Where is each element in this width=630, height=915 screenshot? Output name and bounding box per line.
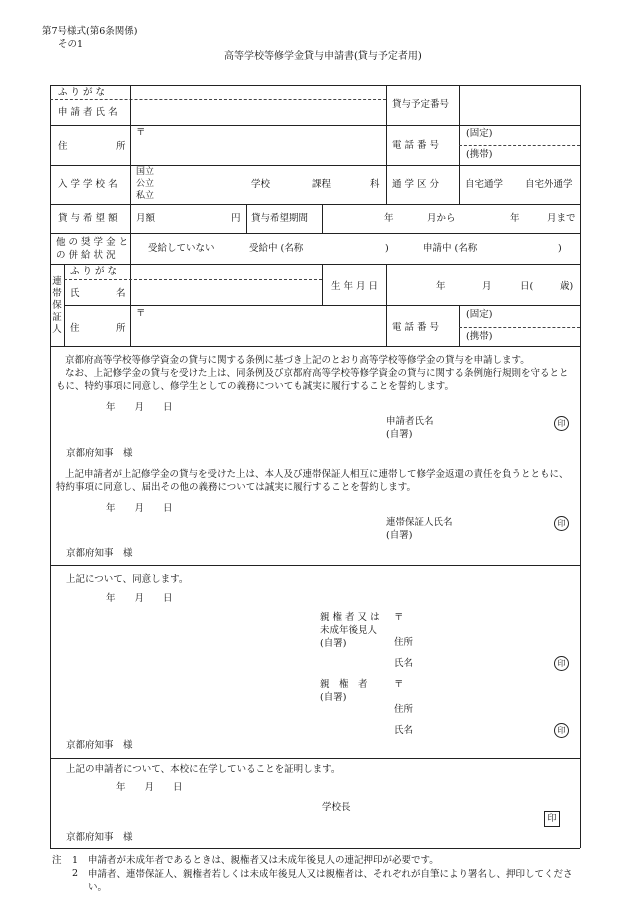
guarantor-birth-label: 生 年 月 日 [331, 281, 379, 292]
form-title: 高等学校等修学金貸与申請書(貸与予定者用) [224, 51, 422, 62]
school-type-public[interactable]: 公立 [136, 179, 155, 189]
loan-from-month: 月から [427, 213, 456, 224]
guarantor-address-input[interactable] [132, 320, 384, 344]
guarantee-addressee: 京都府知事 様 [66, 548, 133, 559]
consent-guardian2-postal: 〒 [394, 679, 404, 690]
school-label: 入 学 学 校 名 [58, 179, 118, 190]
other-paren-2: ) [558, 243, 562, 254]
col-line [322, 204, 323, 233]
guarantor-address-label-2: 所 [116, 323, 126, 334]
applicant-postal-mark: 〒 [136, 127, 146, 138]
school-gakko: 学校 [251, 179, 271, 190]
note-2: 申請者、連帯保証人、親権者若しくは未成年後見人又は親権者は、それぞれが自筆により署名し、押印してください。 [88, 869, 573, 893]
consent-guardian1-label-2: 未成年後見人 [320, 625, 378, 636]
note-1: 申請者が未成年者であるときは、親権者又は未成年後見人の連記押印が必要です。 [88, 855, 439, 866]
col-line [246, 204, 247, 233]
consent-guardian2-name-label: 氏名 [394, 725, 414, 736]
school-seal-mark: 印 [544, 811, 560, 827]
guarantor-birth-month: 月 [482, 281, 492, 292]
consent-guardian1-postal: 〒 [394, 612, 404, 623]
guarantor-name-label: 氏 [70, 288, 80, 299]
consent-paragraph: 上記について、同意します。 [66, 574, 189, 585]
loan-number-label: 貸与予定番号 [392, 99, 450, 110]
other-scholarship-label-2: の 併 給 状 況 [56, 250, 116, 261]
declaration-self-sign: (自署) [386, 429, 413, 440]
declaration-paragraph-1: 京都府高等学校等修学資金の貸与に関する条例に基づき上記のとおり高等学校等修学金の貸与を申請します。 [65, 355, 530, 366]
row-line [50, 346, 580, 347]
consent-guardian2-seal-mark: 印 [554, 723, 569, 738]
guarantor-birth-year: 年 [436, 281, 446, 292]
guarantor-birth-day: 日( [520, 281, 534, 292]
school-type-national[interactable]: 国立 [136, 167, 155, 177]
loan-yen: 円 [231, 213, 241, 224]
guarantee-paragraph: 上記申請者が上記修学金の貸与を受けた上は、本人及び連帯保証人相互に連帯して修学金返還の責任を負うとともに、特約事項に同意し、届出その他の義務については誠実に履行することを誓約します。 [56, 469, 569, 493]
consent-guardian1-self-sign: (自署) [320, 638, 347, 649]
commute-home-option[interactable]: 自宅通学 [465, 179, 504, 190]
phone-divider [459, 145, 580, 146]
consent-guardian2-label: 親 権 者 [320, 679, 368, 690]
guarantee-self-sign: (自署) [386, 530, 413, 541]
guarantor-age: 歳) [560, 281, 574, 292]
other-scholarship-label-1: 他 の 奨 学 金 と [56, 237, 129, 248]
col-line [386, 85, 387, 204]
guarantor-postal-mark: 〒 [136, 308, 146, 319]
other-paren-1: ) [385, 243, 389, 254]
loan-period-label: 貸与希望期間 [251, 213, 309, 224]
col-line [64, 264, 65, 346]
applicant-phone-label: 電 話 番 号 [392, 140, 440, 151]
guarantee-signer-label: 連帯保証人氏名 [386, 517, 453, 528]
applicant-name-input[interactable] [132, 101, 384, 124]
frame-bottom [50, 848, 580, 849]
declaration-seal-mark: 印 [554, 416, 569, 431]
guarantor-phone-label: 電 話 番 号 [392, 322, 440, 333]
consent-guardian2-address-label: 住所 [394, 704, 414, 715]
row-line [50, 565, 580, 566]
phone-divider [459, 327, 580, 328]
furigana-divider [64, 279, 322, 280]
consent-guardian1-label-1: 親 権 者 又 は [320, 612, 380, 623]
loan-from-year: 年 [384, 213, 394, 224]
loan-amount-input[interactable] [160, 206, 228, 232]
applicant-address-input[interactable] [132, 140, 384, 164]
row-line [64, 305, 580, 306]
frame-left [50, 85, 51, 848]
guarantor-address-label: 住 [70, 323, 80, 334]
consent-addressee: 京都府知事 様 [66, 740, 133, 751]
label-col-line [130, 264, 131, 346]
guarantor-side-label: 連帯保証人 [52, 276, 62, 335]
loan-to-year: 年 [510, 213, 520, 224]
commute-away-option[interactable]: 自宅外通学 [525, 179, 573, 190]
note-1-number: 1 [72, 855, 79, 866]
loan-monthly-label: 月額 [136, 213, 156, 224]
guarantor-furigana-label: ふ り が な [70, 266, 118, 277]
school-type-private[interactable]: 私立 [136, 191, 155, 201]
applicant-phone-fixed-label: (固定) [466, 128, 493, 139]
guarantor-name-input[interactable] [132, 281, 320, 304]
consent-guardian1-address-label: 住所 [394, 637, 414, 648]
applicant-address-label: 住 [58, 141, 68, 152]
guarantee-seal-mark: 印 [554, 516, 569, 531]
notes-label: 注 [52, 855, 62, 866]
declaration-addressee: 京都府知事 様 [66, 448, 133, 459]
form-number: 第7号様式(第6条関係) [42, 26, 138, 37]
declaration-signer-label: 申請者氏名 [386, 416, 434, 427]
other-not-receiving[interactable]: 受給していない [148, 243, 215, 254]
consent-guardian2-self-sign: (自署) [320, 692, 347, 703]
col-line [459, 305, 460, 346]
other-receiving[interactable]: 受給中 (名称 [249, 243, 304, 254]
note-2-number: 2 [72, 868, 79, 879]
applicant-furigana-label: ふ り が な [58, 87, 106, 98]
loan-to-month: 月まで [547, 213, 576, 224]
consent-date[interactable]: 年 月 日 [106, 593, 173, 604]
other-applying[interactable]: 申請中 (名称 [423, 243, 478, 254]
school-cert-date[interactable]: 年 月 日 [116, 782, 183, 793]
label-col-line [130, 85, 131, 264]
loan-number-input[interactable] [461, 86, 579, 124]
col-line [386, 264, 387, 346]
guarantee-date[interactable]: 年 月 日 [106, 503, 173, 514]
row-line [50, 758, 580, 759]
applicant-name-label: 申 請 者 氏 名 [58, 107, 118, 118]
applicant-furigana-input[interactable] [132, 86, 384, 98]
applicant-address-label-2: 所 [116, 141, 126, 152]
guarantor-name-label-2: 名 [116, 288, 126, 299]
school-ka: 科 [370, 179, 380, 190]
applicant-phone-mobile-label: (携帯) [466, 149, 493, 160]
commute-label: 通 学 区 分 [392, 179, 440, 190]
school-cert-addressee: 京都府知事 様 [66, 832, 133, 843]
guarantor-phone-fixed-label: (固定) [466, 309, 493, 320]
form-sub-number: その1 [58, 39, 84, 50]
furigana-divider [50, 99, 386, 100]
school-katei: 課程 [312, 179, 332, 190]
guarantor-phone-mobile-label: (携帯) [466, 331, 493, 342]
frame-right [580, 85, 581, 848]
consent-guardian1-name-label: 氏名 [394, 658, 414, 669]
declaration-paragraph-2: なお、上記修学金の貸与を受けた上は、同条例及び京都府高等学校等修学資金の貸与に関する条例施行規則を守るとともに、特約事項に同意し、修学生としての義務についても誠実に履行することを誓約します。 [56, 368, 569, 392]
declaration-date[interactable]: 年 月 日 [106, 402, 173, 413]
consent-guardian1-seal-mark: 印 [554, 656, 569, 671]
col-line [322, 264, 323, 305]
school-cert-paragraph: 上記の申請者について、本校に在学していることを証明します。 [66, 764, 341, 775]
school-principal-label: 学校長 [322, 802, 351, 813]
loan-amount-label: 貸 与 希 望 額 [58, 213, 118, 224]
